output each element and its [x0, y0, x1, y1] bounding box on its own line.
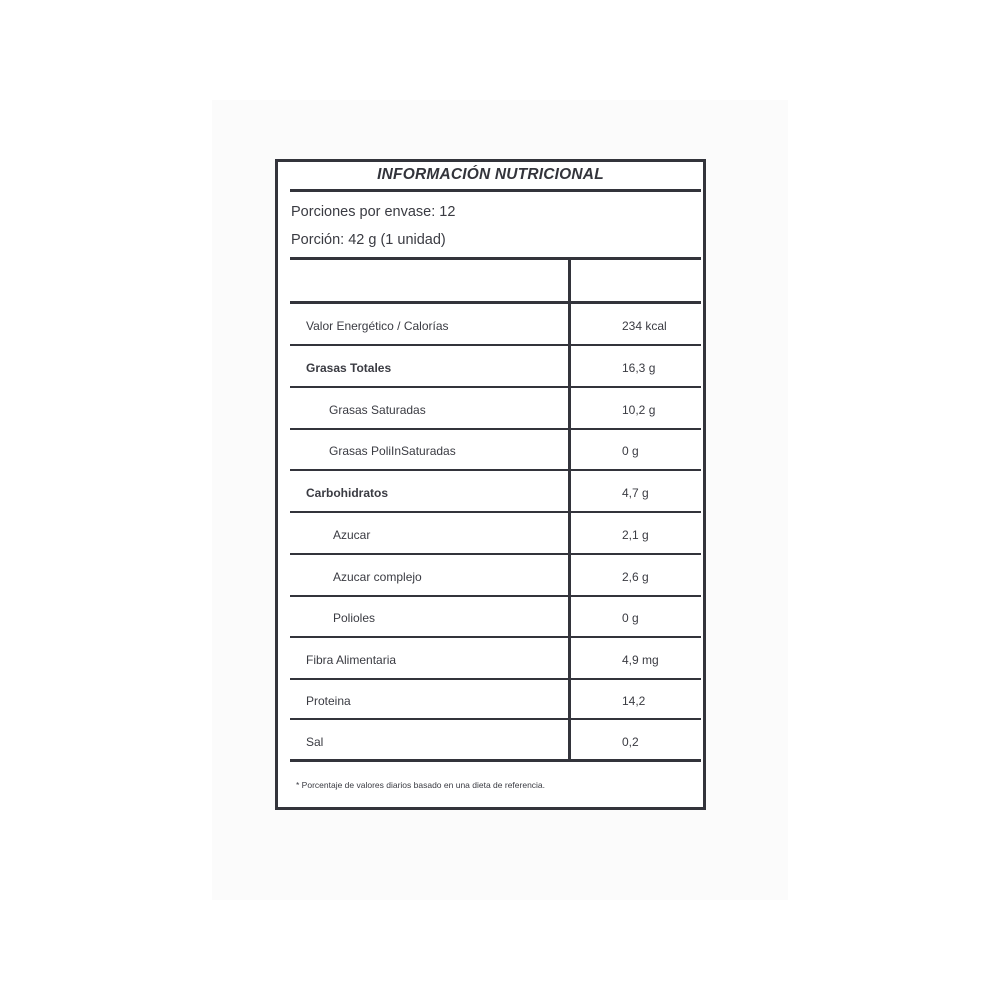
row-label-saturated-fat: Grasas Saturadas — [329, 403, 426, 417]
title-divider — [290, 189, 701, 192]
row-divider — [290, 428, 701, 430]
row-value-polyunsaturated-fat: 0 g — [622, 444, 639, 458]
row-divider — [290, 344, 701, 346]
header-bottom-divider — [290, 301, 701, 304]
row-label-polyols: Polioles — [333, 611, 376, 625]
row-value-protein: 14,2 — [622, 694, 646, 708]
row-label-sugar: Azucar — [333, 528, 371, 542]
nutrition-label — [275, 159, 706, 810]
row-divider — [290, 718, 701, 720]
row-value-complex-sugar: 2,6 g — [622, 570, 649, 584]
row-value-carbohydrates: 4,7 g — [622, 486, 649, 500]
header-top-divider — [290, 257, 701, 260]
row-value-saturated-fat: 10,2 g — [622, 403, 656, 417]
servings-per-container: Porciones por envase: 12 — [291, 204, 456, 220]
footnote: * Porcentaje de valores diarios basado en una dieta de referencia. — [296, 780, 546, 790]
row-label-fiber: Fibra Alimentaria — [306, 653, 397, 667]
row-label-carbohydrates: Carbohidratos — [306, 486, 389, 500]
row-divider — [290, 386, 701, 388]
row-divider — [290, 511, 701, 513]
row-label-calories: Valor Energético / Calorías — [306, 319, 449, 333]
row-label-complex-sugar: Azucar complejo — [333, 570, 422, 584]
row-label-protein: Proteina — [306, 694, 351, 708]
row-label-salt: Sal — [306, 735, 324, 749]
row-value-salt: 0,2 — [622, 735, 639, 749]
label-title: INFORMACIÓN NUTRICIONAL — [377, 166, 604, 183]
row-label-total-fat: Grasas Totales — [306, 361, 392, 375]
row-divider — [290, 553, 701, 555]
row-label-polyunsaturated-fat: Grasas PoliInSaturadas — [329, 444, 456, 458]
table-bottom-divider — [290, 759, 701, 762]
row-value-fiber: 4,9 mg — [622, 653, 659, 667]
column-divider — [568, 257, 571, 760]
row-value-sugar: 2,1 g — [622, 528, 649, 542]
serving-size: Porción: 42 g (1 unidad) — [291, 232, 446, 248]
row-value-polyols: 0 g — [622, 611, 639, 625]
row-divider — [290, 636, 701, 638]
row-divider — [290, 469, 701, 471]
row-divider — [290, 678, 701, 680]
row-value-calories: 234 kcal — [622, 319, 667, 333]
row-value-total-fat: 16,3 g — [622, 361, 656, 375]
row-divider — [290, 595, 701, 597]
